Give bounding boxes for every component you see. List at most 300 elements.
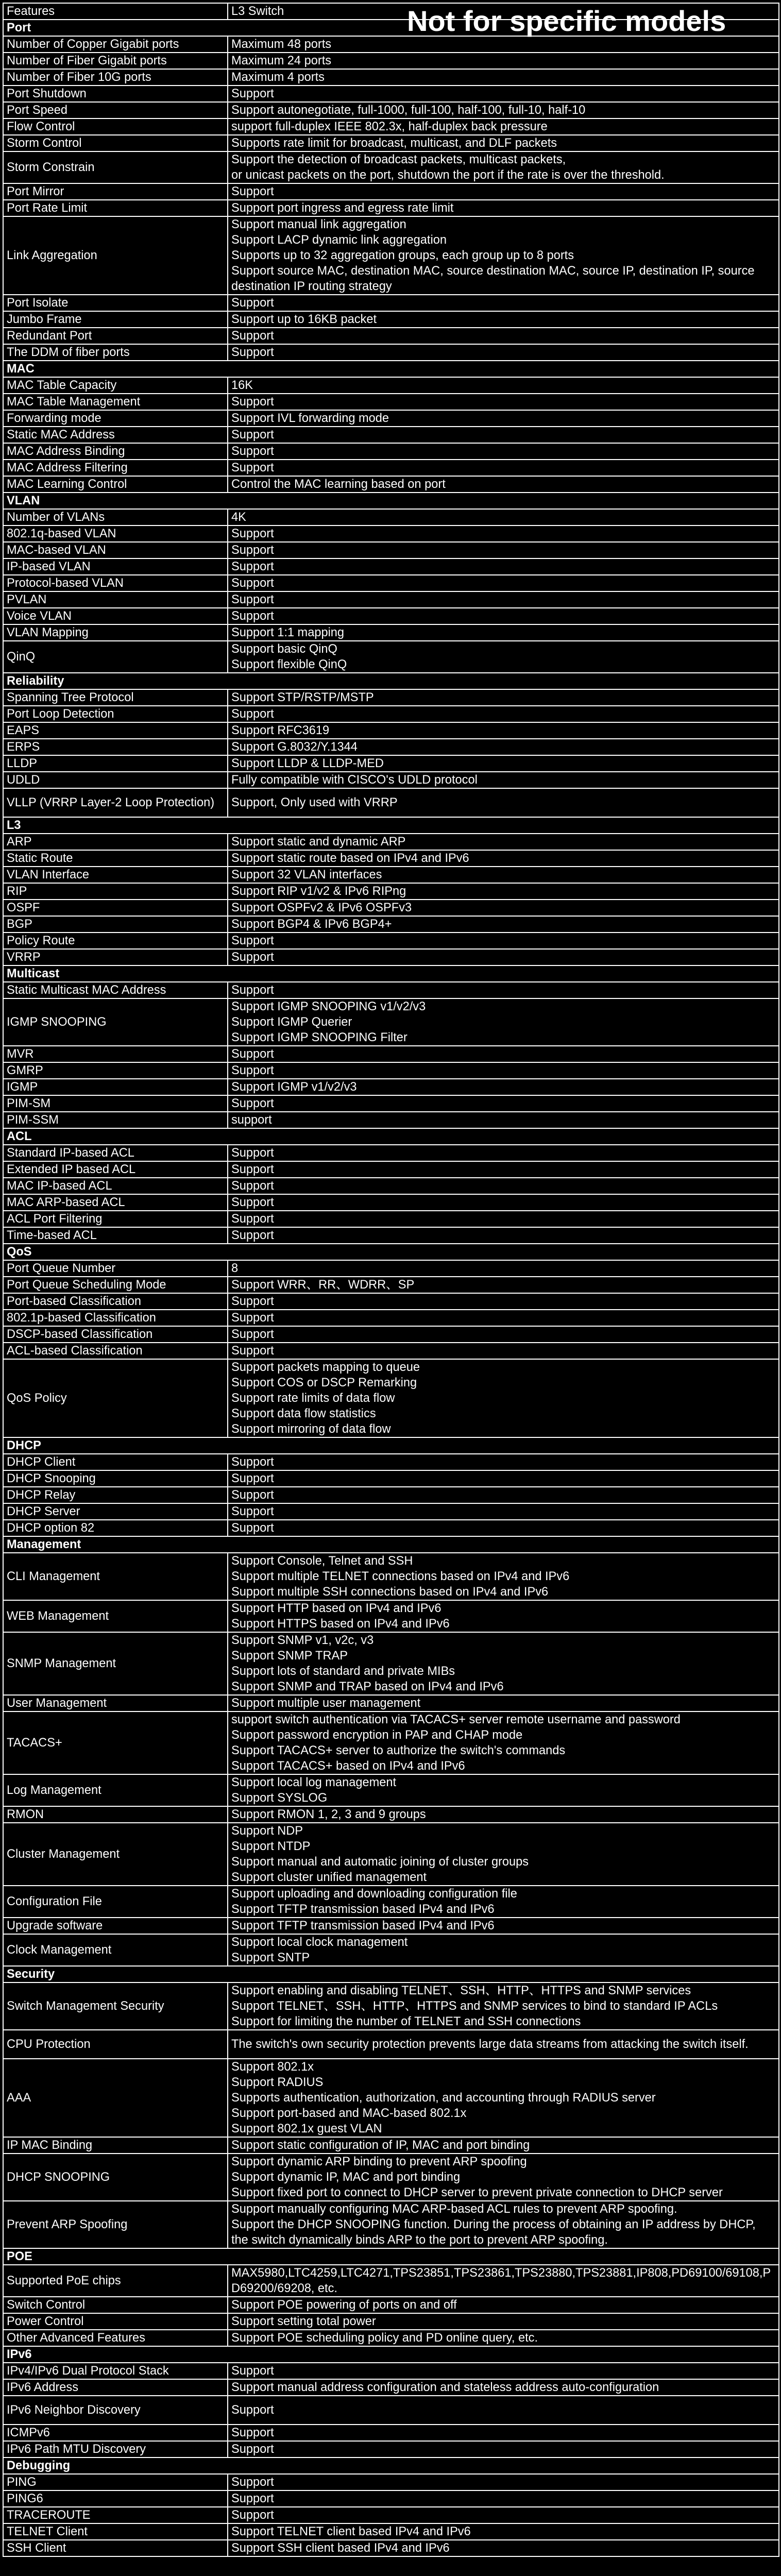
feature-name-cell: Configuration File	[3, 1886, 228, 1918]
feature-name-cell: DHCP Server	[3, 1503, 228, 1520]
feature-name-cell: DSCP-based Classification	[3, 1326, 228, 1343]
feature-name-cell: Number of Fiber Gigabit ports	[3, 53, 228, 69]
feature-name-cell: Spanning Tree Protocol	[3, 689, 228, 706]
table-row	[3, 933, 779, 949]
table-row	[3, 377, 779, 394]
table-row	[3, 2425, 779, 2441]
feature-value-cell: Support	[228, 1326, 779, 1343]
feature-name-cell: Port Loop Detection	[3, 706, 228, 722]
table-row	[3, 998, 779, 1046]
feature-name-cell: Time-based ACL	[3, 1227, 228, 1244]
feature-value-cell: support full-duplex IEEE 802.3x, half-duplex back pressure	[228, 118, 779, 135]
table-row	[3, 1211, 779, 1227]
feature-value-cell: Support	[228, 2507, 779, 2523]
feature-value-cell: Support RMON 1, 2, 3 and 9 groups	[228, 1806, 779, 1823]
feature-value-cell: Support manually configuring MAC ARP-based ACL rules to prevent ARP spoofing. Support the DHCP SNOOPING function. During the process of obtaining an IP address by DHCP, the switch dynamically binds ARP to the port to prevent ARP spoofing.	[228, 2201, 779, 2248]
feature-name-cell: DHCP Client	[3, 1454, 228, 1470]
table-row	[3, 2396, 779, 2425]
feature-name-cell: Clock Management	[3, 1934, 228, 1966]
feature-name-cell: MAC-based VLAN	[3, 542, 228, 558]
feature-value-cell: Support HTTP based on IPv4 and IPv6 Support HTTPS based on IPv4 and IPv6	[228, 1600, 779, 1632]
feature-value-cell: 16K	[228, 377, 779, 394]
feature-name-cell: DHCP option 82	[3, 1520, 228, 1536]
feature-name-cell: Voice VLAN	[3, 608, 228, 624]
feature-value-cell: Support manual address configuration and stateless address auto-configuration	[228, 2379, 779, 2396]
table-row	[3, 102, 779, 118]
section-header-row	[3, 1966, 779, 1982]
feature-value-cell: Support packets mapping to queue Support COS or DSCP Remarking Support rate limits of data flow Support data flow statistics Support mirroring of data flow	[228, 1359, 779, 1437]
feature-value-cell: Support TELNET client based IPv4 and IPv6	[228, 2523, 779, 2540]
feature-name-cell: IPv6 Address	[3, 2379, 228, 2396]
feature-name-cell: MAC Learning Control	[3, 476, 228, 493]
table-row	[3, 86, 779, 102]
table-row	[3, 1806, 779, 1823]
feature-name-cell: Switch Control	[3, 2297, 228, 2313]
table-row	[3, 200, 779, 216]
feature-value-cell: 4K	[228, 509, 779, 526]
feature-value-cell: Support	[228, 1343, 779, 1359]
section-header: ACL	[3, 1128, 779, 1145]
table-row	[3, 476, 779, 493]
table-row	[3, 722, 779, 739]
table-row	[3, 1520, 779, 1536]
feature-name-cell: DHCP SNOOPING	[3, 2154, 228, 2201]
feature-name-cell: Redundant Port	[3, 328, 228, 344]
feature-name-cell: GMRP	[3, 1062, 228, 1079]
table-row	[3, 591, 779, 608]
table-row	[3, 1470, 779, 1487]
table-row	[3, 1600, 779, 1632]
table-row	[3, 2507, 779, 2523]
feature-name-cell: Switch Management Security	[3, 1982, 228, 2030]
feature-value-cell: Support	[228, 1454, 779, 1470]
section-header-row	[3, 1128, 779, 1145]
feature-value-cell: MAX5980,LTC4259,LTC4271,TPS23851,TPS23861,TPS23880,TPS23881,IP808,PD69100/69108,PD69200/69208, etc.	[228, 2265, 779, 2297]
feature-value-cell: Support	[228, 1470, 779, 1487]
table-row	[3, 788, 779, 817]
table-row	[3, 1046, 779, 1062]
feature-value-cell: Control the MAC learning based on port	[228, 476, 779, 493]
feature-value-cell: Support	[228, 2363, 779, 2379]
table-row	[3, 834, 779, 850]
feature-name-cell: IP MAC Binding	[3, 2137, 228, 2154]
feature-name-cell: Log Management	[3, 1774, 228, 1806]
table-row	[3, 1145, 779, 1161]
table-row	[3, 1711, 779, 1774]
table-row	[3, 641, 779, 673]
section-header: Port	[3, 20, 779, 36]
feature-name-cell: VLLP (VRRP Layer-2 Loop Protection)	[3, 788, 228, 817]
feature-value-cell: Support	[228, 558, 779, 575]
feature-value-cell: support	[228, 1112, 779, 1128]
feature-value-cell: Support basic QinQ Support flexible QinQ	[228, 641, 779, 673]
feature-name-cell: ACL-based Classification	[3, 1343, 228, 1359]
feature-value-cell: Support IGMP v1/v2/v3	[228, 1079, 779, 1095]
section-header-row	[3, 1536, 779, 1553]
feature-value-cell: Support	[228, 1178, 779, 1194]
feature-value-cell: Support	[228, 575, 779, 591]
feature-value-cell: Support	[228, 427, 779, 443]
table-row	[3, 624, 779, 641]
section-header: VLAN	[3, 493, 779, 509]
feature-value-cell: Support	[228, 183, 779, 200]
feature-value-cell: Support	[228, 295, 779, 311]
table-row	[3, 689, 779, 706]
feature-name-cell: Cluster Management	[3, 1823, 228, 1886]
feature-name-cell: Jumbo Frame	[3, 311, 228, 328]
feature-name-cell: Port Mirror	[3, 183, 228, 200]
table-row	[3, 526, 779, 542]
feature-value-cell: Fully compatible with CISCO's UDLD protocol	[228, 772, 779, 788]
table-row	[3, 1277, 779, 1293]
feature-name-cell: DHCP Snooping	[3, 1470, 228, 1487]
feature-value-cell: Support	[228, 394, 779, 410]
feature-name-cell: Supported PoE chips	[3, 2265, 228, 2297]
section-header: QoS	[3, 1244, 779, 1260]
feature-name-cell: AAA	[3, 2059, 228, 2137]
feature-value-cell: Support 1:1 mapping	[228, 624, 779, 641]
table-row	[3, 1359, 779, 1437]
section-header: POE	[3, 2248, 779, 2265]
table-row	[3, 739, 779, 755]
table-row	[3, 216, 779, 295]
feature-name-cell: MAC Address Filtering	[3, 460, 228, 476]
table-row	[3, 2441, 779, 2458]
feature-value-cell: Support port ingress and egress rate limit	[228, 200, 779, 216]
feature-value-cell: Support	[228, 460, 779, 476]
feature-value-cell: Support multiple user management	[228, 1695, 779, 1711]
feature-name-cell: Static Multicast MAC Address	[3, 982, 228, 998]
feature-name-cell: IGMP	[3, 1079, 228, 1095]
table-row	[3, 1062, 779, 1079]
section-header-row	[3, 1437, 779, 1454]
feature-value-cell: Support	[228, 2441, 779, 2458]
feature-value-cell: Support enabling and disabling TELNET、SSH、HTTP、HTTPS and SNMP services Support TELNET、SSH、HTTP、HTTPS and SNMP services to bind to standard IP ACLs Support for limiting the number of TELNET and SSH connections	[228, 1982, 779, 2030]
feature-value-cell: support switch authentication via TACACS+ server remote username and password Support password encryption in PAP and CHAP mode Support TACACS+ server to authorize the switch's commands Support TACACS+ based on IPv4 and IPv6	[228, 1711, 779, 1774]
feature-value-cell: Support manual link aggregation Support LACP dynamic link aggregation Supports up to 32 aggregation groups, each group up to 8 ports Support source MAC, destination MAC, source destination MAC, source IP, destination IP, source destination IP routing strategy	[228, 216, 779, 295]
feature-value-cell: Support 32 VLAN interfaces	[228, 867, 779, 883]
table-row	[3, 1161, 779, 1178]
feature-name-cell: IPv6 Neighbor Discovery	[3, 2396, 228, 2425]
feature-value-cell: Support LLDP & LLDP-MED	[228, 755, 779, 772]
table-row	[3, 1079, 779, 1095]
feature-name-cell: MAC ARP-based ACL	[3, 1194, 228, 1211]
feature-name-cell: MAC Table Management	[3, 394, 228, 410]
feature-value-cell: Support	[228, 2396, 779, 2425]
feature-value-cell: Support autonegotiate, full-1000, full-100, half-100, full-10, half-10	[228, 102, 779, 118]
table-row	[3, 1293, 779, 1310]
feature-name-cell: UDLD	[3, 772, 228, 788]
section-header-row	[3, 965, 779, 982]
feature-value-cell: Support IGMP SNOOPING v1/v2/v3 Support IGMP Querier Support IGMP SNOOPING Filter	[228, 998, 779, 1046]
feature-value-cell: Support	[228, 982, 779, 998]
feature-name-cell: DHCP Relay	[3, 1487, 228, 1503]
feature-name-cell: Port Rate Limit	[3, 200, 228, 216]
table-row	[3, 558, 779, 575]
table-row	[3, 151, 779, 183]
feature-name-cell: OSPF	[3, 900, 228, 916]
table-row	[3, 36, 779, 53]
feature-name-cell: MVR	[3, 1046, 228, 1062]
table-row	[3, 183, 779, 200]
feature-name-cell: Policy Route	[3, 933, 228, 949]
section-header-row	[3, 2458, 779, 2474]
feature-value-cell: Support	[228, 1095, 779, 1112]
feature-value-cell: Support	[228, 1293, 779, 1310]
section-header: DHCP	[3, 1437, 779, 1454]
feature-name-cell: 802.1p-based Classification	[3, 1310, 228, 1326]
feature-name-cell: Forwarding mode	[3, 410, 228, 427]
feature-value-cell: Support, Only used with VRRP	[228, 788, 779, 817]
feature-name-cell: Number of Fiber 10G ports	[3, 69, 228, 86]
feature-value-cell: Support G.8032/Y.1344	[228, 739, 779, 755]
table-row	[3, 328, 779, 344]
feature-value-cell: Support static route based on IPv4 and IPv6	[228, 850, 779, 867]
feature-value-cell: Support OSPFv2 & IPv6 OSPFv3	[228, 900, 779, 916]
feature-value-cell: Support	[228, 591, 779, 608]
feature-value-cell: Support Console, Telnet and SSH Support multiple TELNET connections based on IPv4 and IPv6 Support multiple SSH connections based on IPv4 and IPv6	[228, 1553, 779, 1600]
feature-value-cell: Support	[228, 1487, 779, 1503]
feature-name-cell: RIP	[3, 883, 228, 900]
table-row	[3, 1112, 779, 1128]
table-row	[3, 460, 779, 476]
table-row	[3, 1194, 779, 1211]
feature-value-cell: Support	[228, 1503, 779, 1520]
feature-value-cell: Support STP/RSTP/MSTP	[228, 689, 779, 706]
feature-value-cell: Support	[228, 706, 779, 722]
feature-value-cell: Support local clock management Support SNTP	[228, 1934, 779, 1966]
table-row	[3, 982, 779, 998]
feature-value-cell: Support	[228, 328, 779, 344]
feature-name-cell: Port Speed	[3, 102, 228, 118]
section-header: Multicast	[3, 965, 779, 982]
table-row	[3, 1918, 779, 1934]
feature-value-cell: Support	[228, 608, 779, 624]
table-row	[3, 509, 779, 526]
feature-name-cell: Port Queue Number	[3, 1260, 228, 1277]
feature-value-cell: Support	[228, 1046, 779, 1062]
table-row	[3, 755, 779, 772]
table-row	[3, 2330, 779, 2346]
feature-name-cell: CPU Protection	[3, 2030, 228, 2059]
feature-value-cell: Maximum 48 ports	[228, 36, 779, 53]
table-row	[3, 706, 779, 722]
feature-value-cell: Support	[228, 2474, 779, 2490]
feature-name-cell: The DDM of fiber ports	[3, 344, 228, 361]
feature-name-cell: LLDP	[3, 755, 228, 772]
feature-value-cell: Support SSH client based IPv4 and IPv6	[228, 2540, 779, 2556]
feature-name-cell: CLI Management	[3, 1553, 228, 1600]
feature-value-cell: Support up to 16KB packet	[228, 311, 779, 328]
table-row	[3, 1454, 779, 1470]
feature-name-cell: Link Aggregation	[3, 216, 228, 295]
feature-name-cell: MAC IP-based ACL	[3, 1178, 228, 1194]
feature-value-cell: Support TFTP transmission based IPv4 and IPv6	[228, 1918, 779, 1934]
table-row	[3, 2201, 779, 2248]
table-row	[3, 311, 779, 328]
table-header-row	[3, 3, 779, 20]
feature-value-cell: Maximum 4 ports	[228, 69, 779, 86]
feature-name-cell: ARP	[3, 834, 228, 850]
table-row	[3, 542, 779, 558]
section-header: Security	[3, 1966, 779, 1982]
feature-value-cell: Support dynamic ARP binding to prevent ARP spoofing Support dynamic IP, MAC and port binding Support fixed port to connect to DHCP server to prevent private connection to DHCP server	[228, 2154, 779, 2201]
feature-value-cell: 8	[228, 1260, 779, 1277]
spec-table	[3, 3, 779, 2557]
feature-name-cell: Port-based Classification	[3, 1293, 228, 1310]
feature-name-cell: BGP	[3, 916, 228, 933]
section-header-row	[3, 1244, 779, 1260]
feature-name-cell: WEB Management	[3, 1600, 228, 1632]
section-header: Reliability	[3, 673, 779, 689]
feature-value-cell: Support	[228, 2490, 779, 2507]
table-row	[3, 443, 779, 460]
feature-name-cell: VRRP	[3, 949, 228, 965]
feature-name-cell: Port Queue Scheduling Mode	[3, 1277, 228, 1293]
table-row	[3, 1982, 779, 2030]
table-row	[3, 1934, 779, 1966]
section-header: Debugging	[3, 2458, 779, 2474]
feature-value-cell: Support uploading and downloading configuration file Support TFTP transmission based IPv4 and IPv6	[228, 1886, 779, 1918]
feature-value-cell: Support NDP Support NTDP Support manual and automatic joining of cluster groups Support cluster unified management	[228, 1823, 779, 1886]
section-header-row	[3, 817, 779, 834]
table-row	[3, 949, 779, 965]
feature-value-cell: Support	[228, 1227, 779, 1244]
feature-name-cell: QinQ	[3, 641, 228, 673]
table-row	[3, 850, 779, 867]
table-row	[3, 2137, 779, 2154]
feature-name-cell: ERPS	[3, 739, 228, 755]
table-row	[3, 1227, 779, 1244]
feature-name-cell: Other Advanced Features	[3, 2330, 228, 2346]
feature-name-cell: EAPS	[3, 722, 228, 739]
table-row	[3, 1823, 779, 1886]
table-row	[3, 135, 779, 151]
feature-name-cell: QoS Policy	[3, 1359, 228, 1437]
feature-value-cell: Support	[228, 2425, 779, 2441]
feature-value-cell: Support static configuration of IP, MAC and port binding	[228, 2137, 779, 2154]
table-row	[3, 295, 779, 311]
feature-value-cell: Support RIP v1/v2 & IPv6 RIPng	[228, 883, 779, 900]
feature-name-cell: VLAN Mapping	[3, 624, 228, 641]
feature-value-cell: Support RFC3619	[228, 722, 779, 739]
table-row	[3, 1886, 779, 1918]
feature-name-cell: IP-based VLAN	[3, 558, 228, 575]
table-row	[3, 410, 779, 427]
feature-name-cell: Extended IP based ACL	[3, 1161, 228, 1178]
feature-value-cell: Support local log management Support SYSLOG	[228, 1774, 779, 1806]
table-row	[3, 69, 779, 86]
table-row	[3, 608, 779, 624]
feature-value-cell: Support the detection of broadcast packets, multicast packets, or unicast packets on the port, shutdown the port if the rate is over the threshold.	[228, 151, 779, 183]
feature-name-cell: Features	[3, 3, 228, 20]
feature-name-cell: 802.1q-based VLAN	[3, 526, 228, 542]
table-row	[3, 1632, 779, 1695]
table-row	[3, 1553, 779, 1600]
feature-name-cell: VLAN Interface	[3, 867, 228, 883]
feature-value-cell: Supports rate limit for broadcast, multicast, and DLF packets	[228, 135, 779, 151]
section-header-row	[3, 673, 779, 689]
section-header-row	[3, 2248, 779, 2265]
section-header: L3	[3, 817, 779, 834]
feature-value-cell: Support	[228, 949, 779, 965]
feature-value-cell: Support	[228, 526, 779, 542]
feature-name-cell: Power Control	[3, 2313, 228, 2330]
feature-value-cell: Support BGP4 & IPv6 BGP4+	[228, 916, 779, 933]
feature-value-cell: Support IVL forwarding mode	[228, 410, 779, 427]
section-header: MAC	[3, 361, 779, 377]
section-header: IPv6	[3, 2346, 779, 2363]
watermark-text: Not for specific models	[407, 5, 726, 37]
feature-name-cell: Protocol-based VLAN	[3, 575, 228, 591]
feature-name-cell: TRACEROUTE	[3, 2507, 228, 2523]
table-row	[3, 2030, 779, 2059]
feature-name-cell: IGMP SNOOPING	[3, 998, 228, 1046]
table-row	[3, 1178, 779, 1194]
feature-name-cell: SSH Client	[3, 2540, 228, 2556]
feature-name-cell: ICMPv6	[3, 2425, 228, 2441]
table-row	[3, 1774, 779, 1806]
table-row	[3, 1695, 779, 1711]
spec-table-body	[3, 3, 779, 2556]
feature-name-cell: PING	[3, 2474, 228, 2490]
table-row	[3, 916, 779, 933]
feature-name-cell: Number of VLANs	[3, 509, 228, 526]
table-row	[3, 2379, 779, 2396]
feature-value-cell: Support	[228, 1211, 779, 1227]
feature-value-cell: Support static and dynamic ARP	[228, 834, 779, 850]
table-row	[3, 1095, 779, 1112]
table-row	[3, 2490, 779, 2507]
table-row	[3, 900, 779, 916]
section-header-row	[3, 20, 779, 36]
feature-value-cell: L3 Switch	[228, 3, 779, 20]
feature-name-cell: IPv4/IPv6 Dual Protocol Stack	[3, 2363, 228, 2379]
section-header-row	[3, 2346, 779, 2363]
table-row	[3, 2523, 779, 2540]
feature-name-cell: User Management	[3, 1695, 228, 1711]
feature-name-cell: IPv6 Path MTU Discovery	[3, 2441, 228, 2458]
section-header-row	[3, 493, 779, 509]
table-row	[3, 2540, 779, 2556]
table-row	[3, 575, 779, 591]
table-row	[3, 2313, 779, 2330]
feature-name-cell: Standard IP-based ACL	[3, 1145, 228, 1161]
feature-name-cell: PVLAN	[3, 591, 228, 608]
table-row	[3, 1310, 779, 1326]
feature-name-cell: Static Route	[3, 850, 228, 867]
section-header-row	[3, 361, 779, 377]
table-row	[3, 344, 779, 361]
feature-value-cell: Support	[228, 1194, 779, 1211]
feature-name-cell: MAC Address Binding	[3, 443, 228, 460]
feature-value-cell: Support	[228, 443, 779, 460]
feature-value-cell: Support 802.1x Support RADIUS Supports authentication, authorization, and accounting through RADIUS server Support port-based and MAC-based 802.1x Support 802.1x guest VLAN	[228, 2059, 779, 2137]
spec-table-container	[3, 3, 778, 2576]
feature-value-cell: Support	[228, 542, 779, 558]
feature-value-cell: Support WRR、RR、WDRR、SP	[228, 1277, 779, 1293]
table-row	[3, 2297, 779, 2313]
table-row	[3, 883, 779, 900]
table-row	[3, 53, 779, 69]
feature-name-cell: Storm Constrain	[3, 151, 228, 183]
table-row	[3, 867, 779, 883]
feature-value-cell: Support	[228, 86, 779, 102]
feature-name-cell: ACL Port Filtering	[3, 1211, 228, 1227]
feature-value-cell: Support	[228, 1310, 779, 1326]
table-row	[3, 1487, 779, 1503]
feature-name-cell: TELNET Client	[3, 2523, 228, 2540]
